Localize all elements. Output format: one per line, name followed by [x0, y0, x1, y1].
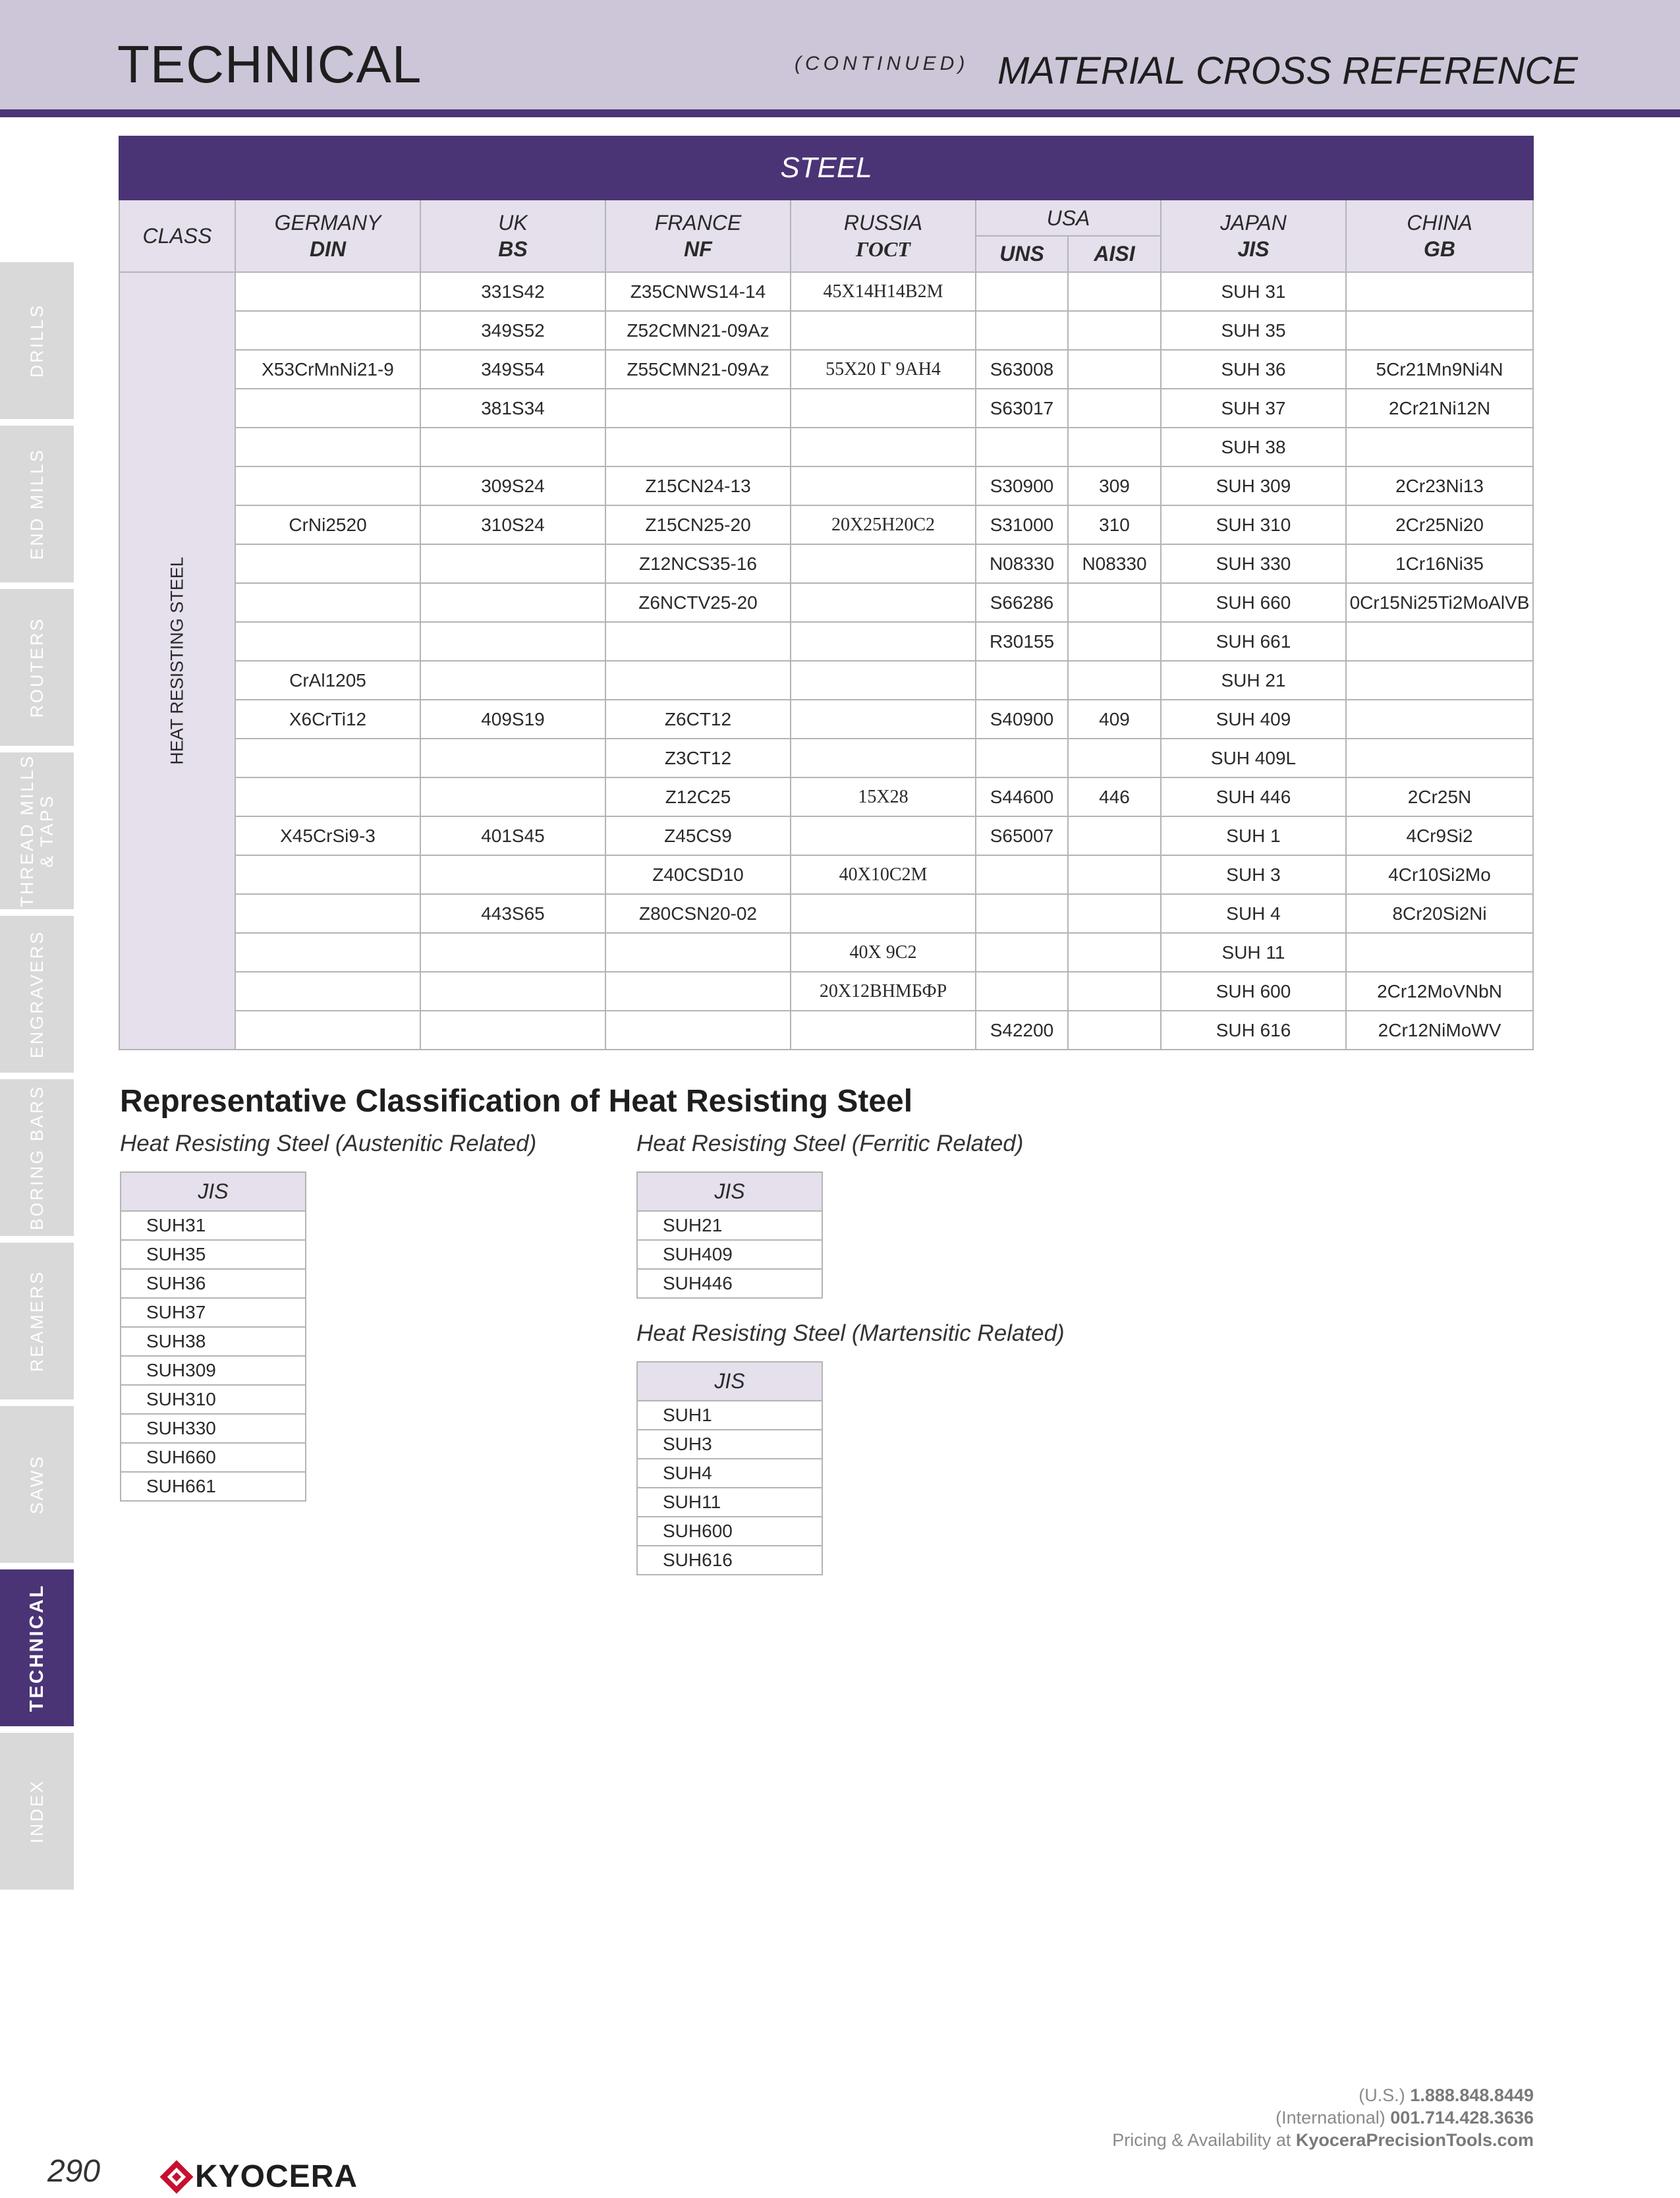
table-row [119, 505, 1533, 544]
kyocera-logo [162, 2159, 358, 2195]
germany-cell [235, 544, 420, 583]
continued-label: (CONTINUED) [795, 53, 969, 74]
china-cell: 1Cr16Ni35 [1346, 544, 1533, 583]
us-phone: 1.888.848.8449 [1410, 2085, 1534, 2105]
russia-header [791, 200, 976, 272]
table-title: STEEL [119, 136, 1533, 200]
list-item [121, 1269, 306, 1298]
japan-cell: SUH 1 [1161, 816, 1346, 855]
steel-table-body [119, 272, 1533, 1050]
russia-cell [791, 583, 976, 622]
japan-cell: SUH 38 [1161, 428, 1346, 466]
uk-cell: 381S34 [420, 389, 605, 428]
germany-cell: X45CrSi9-3 [235, 816, 420, 855]
japan-cell: SUH 36 [1161, 350, 1346, 389]
china-cell: 2Cr21Ni12N [1346, 389, 1533, 428]
uk-cell [420, 661, 605, 700]
country-name: JAPAN [1220, 211, 1287, 235]
tab-label: BORING BARS [27, 1085, 47, 1231]
russia-cell [791, 816, 976, 855]
table-row [119, 466, 1533, 505]
china-cell [1346, 700, 1533, 739]
tab-thread-mills-taps[interactable] [0, 752, 74, 909]
uns-cell: N08330 [976, 544, 1068, 583]
list-item [637, 1211, 822, 1240]
france-cell: Z15CN25-20 [605, 505, 791, 544]
uns-cell [976, 855, 1068, 894]
germany-cell [235, 311, 420, 350]
side-tabs [0, 262, 74, 1892]
japan-cell: SUH 310 [1161, 505, 1346, 544]
russia-cell: 40Х10С2М [791, 855, 976, 894]
tab-label-line1: THREAD MILLS [17, 754, 37, 908]
representative-title: Representative Classification of Heat Resisting Steel [120, 1084, 913, 1119]
france-cell: Z80CSN20-02 [605, 894, 791, 933]
china-cell: 2Cr12NiMoWV [1346, 1011, 1533, 1050]
germany-cell [235, 777, 420, 816]
page-subtitle: MATERIAL CROSS REFERENCE [997, 49, 1578, 92]
russia-cell [791, 389, 976, 428]
germany-cell [235, 466, 420, 505]
france-cell: Z6NCTV25-20 [605, 583, 791, 622]
aisi-cell [1068, 1011, 1161, 1050]
uns-cell [976, 311, 1068, 350]
russia-cell: 15Х28 [791, 777, 976, 816]
jis-grade: SUH661 [121, 1472, 306, 1501]
france-cell: Z45CS9 [605, 816, 791, 855]
tab-end-mills[interactable] [0, 426, 74, 582]
china-cell: 4Cr10Si2Mo [1346, 855, 1533, 894]
france-cell: Z55CMN21-09Az [605, 350, 791, 389]
table-row [119, 777, 1533, 816]
table-row [119, 583, 1533, 622]
france-cell [605, 933, 791, 972]
japan-cell: SUH 446 [1161, 777, 1346, 816]
japan-header [1161, 200, 1346, 272]
japan-cell: SUH 37 [1161, 389, 1346, 428]
france-cell: Z40CSD10 [605, 855, 791, 894]
tab-engravers[interactable] [0, 916, 74, 1073]
uk-cell [420, 622, 605, 661]
uk-header [420, 200, 605, 272]
class-label: HEAT RESISTING STEEL [167, 557, 187, 765]
japan-cell: SUH 660 [1161, 583, 1346, 622]
germany-cell: X6CrTi12 [235, 700, 420, 739]
germany-cell [235, 739, 420, 777]
aisi-cell [1068, 972, 1161, 1011]
jis-header: JIS [637, 1172, 822, 1211]
tab-label: ENGRAVERS [27, 930, 47, 1059]
table-row [119, 428, 1533, 466]
list-item [637, 1430, 822, 1459]
uns-cell [976, 894, 1068, 933]
uk-cell [420, 855, 605, 894]
tab-technical[interactable] [0, 1569, 74, 1726]
intl-prefix: (International) [1275, 2108, 1386, 2128]
country-name: FRANCE [654, 211, 742, 235]
jis-grade: SUH38 [121, 1327, 306, 1356]
russia-cell: 55Х20 Г 9АН4 [791, 350, 976, 389]
uns-cell [976, 972, 1068, 1011]
intl-phone-line [941, 2106, 1534, 2129]
france-cell: Z15CN24-13 [605, 466, 791, 505]
standard-name: BS [498, 237, 528, 261]
uk-cell [420, 777, 605, 816]
germany-cell [235, 272, 420, 311]
jis-grade: SUH310 [121, 1385, 306, 1414]
uk-cell [420, 739, 605, 777]
pricing-line [941, 2129, 1534, 2151]
list-item [637, 1546, 822, 1575]
france-cell: Z35CNWS14-14 [605, 272, 791, 311]
germany-cell [235, 972, 420, 1011]
tab-label: INDEX [27, 1779, 47, 1844]
russia-cell: 40Х 9С2 [791, 933, 976, 972]
aisi-cell [1068, 583, 1161, 622]
china-cell: 0Cr15Ni25Ti2MoAlVB [1346, 583, 1533, 622]
uns-cell: S63008 [976, 350, 1068, 389]
table-row [119, 700, 1533, 739]
japan-cell: SUH 3 [1161, 855, 1346, 894]
martensitic-jis-table [636, 1361, 823, 1575]
table-row [119, 894, 1533, 933]
france-cell [605, 1011, 791, 1050]
uns-cell [976, 272, 1068, 311]
japan-cell: SUH 409 [1161, 700, 1346, 739]
jis-grade: SUH660 [121, 1443, 306, 1472]
jis-grade: SUH31 [121, 1211, 306, 1240]
aisi-cell [1068, 855, 1161, 894]
aisi-cell [1068, 272, 1161, 311]
japan-cell: SUH 600 [1161, 972, 1346, 1011]
list-item [637, 1459, 822, 1488]
germany-cell: CrAl1205 [235, 661, 420, 700]
germany-cell [235, 1011, 420, 1050]
jis-grade: SUH600 [637, 1517, 822, 1546]
usa-header: USA [976, 200, 1161, 236]
aisi-cell [1068, 428, 1161, 466]
us-prefix: (U.S.) [1358, 2085, 1405, 2105]
china-cell [1346, 933, 1533, 972]
jis-grade: SUH11 [637, 1488, 822, 1517]
jis-grade: SUH446 [637, 1269, 822, 1298]
germany-cell [235, 622, 420, 661]
uns-cell: S44600 [976, 777, 1068, 816]
china-cell [1346, 622, 1533, 661]
table-row [119, 816, 1533, 855]
table-row [119, 739, 1533, 777]
tab-index[interactable] [0, 1733, 74, 1890]
table-row [119, 855, 1533, 894]
russia-cell [791, 739, 976, 777]
uk-cell: 349S54 [420, 350, 605, 389]
class-header: CLASS [119, 200, 235, 272]
germany-cell: X53CrMnNi21-9 [235, 350, 420, 389]
france-cell [605, 972, 791, 1011]
tab-label: END MILLS [27, 448, 47, 560]
uns-cell: S66286 [976, 583, 1068, 622]
china-cell: 2Cr12MoVNbN [1346, 972, 1533, 1011]
russia-cell [791, 622, 976, 661]
uk-cell: 331S42 [420, 272, 605, 311]
page-header [0, 0, 1680, 109]
france-cell [605, 428, 791, 466]
germany-header [235, 200, 420, 272]
standard-name: NF [684, 237, 712, 261]
tab-saws[interactable] [0, 1406, 74, 1563]
table-row [119, 622, 1533, 661]
russia-cell [791, 700, 976, 739]
uns-cell [976, 933, 1068, 972]
china-cell: 8Cr20Si2Ni [1346, 894, 1533, 933]
jis-grade: SUH21 [637, 1211, 822, 1240]
table-row [119, 311, 1533, 350]
pricing-prefix: Pricing & Availability at [1112, 2130, 1291, 2150]
russia-cell [791, 894, 976, 933]
germany-cell [235, 894, 420, 933]
jis-grade: SUH36 [121, 1269, 306, 1298]
france-cell [605, 622, 791, 661]
standard-name: JIS [1237, 237, 1270, 261]
tab-label: DRILLS [27, 303, 47, 378]
austenitic-jis-table [120, 1171, 306, 1502]
russia-cell: 20Х12ВНМБФР [791, 972, 976, 1011]
aisi-cell [1068, 739, 1161, 777]
china-cell [1346, 428, 1533, 466]
steel-cross-reference-table [119, 136, 1534, 1050]
us-phone-line [941, 2084, 1534, 2106]
uk-cell [420, 544, 605, 583]
jis-grade: SUH409 [637, 1240, 822, 1269]
list-item [121, 1298, 306, 1327]
uk-cell [420, 1011, 605, 1050]
france-cell: Z3CT12 [605, 739, 791, 777]
list-item [121, 1327, 306, 1356]
uns-header: UNS [976, 236, 1068, 272]
france-cell: Z12C25 [605, 777, 791, 816]
kyocera-logo-icon [162, 2159, 191, 2195]
table-row [119, 544, 1533, 583]
aisi-cell: N08330 [1068, 544, 1161, 583]
standard-name: DIN [309, 237, 347, 261]
header-rule [0, 109, 1680, 117]
list-item [637, 1517, 822, 1546]
germany-cell [235, 583, 420, 622]
website-link[interactable]: KyoceraPrecisionTools.com [1295, 2130, 1534, 2150]
jis-header: JIS [121, 1172, 306, 1211]
jis-grade: SUH35 [121, 1240, 306, 1269]
china-cell: 5Cr21Mn9Ni4N [1346, 350, 1533, 389]
ferritic-title: Heat Resisting Steel (Ferritic Related) [636, 1131, 1024, 1156]
jis-grade: SUH1 [637, 1401, 822, 1430]
russia-cell [791, 311, 976, 350]
germany-cell [235, 933, 420, 972]
tab-label: SAWS [27, 1454, 47, 1515]
table-row [119, 389, 1533, 428]
table-row [119, 661, 1533, 700]
ferritic-jis-table [636, 1171, 823, 1299]
germany-cell [235, 389, 420, 428]
uk-cell: 309S24 [420, 466, 605, 505]
list-item [121, 1414, 306, 1443]
tab-label: REAMERS [27, 1270, 47, 1372]
list-item [637, 1240, 822, 1269]
china-cell [1346, 661, 1533, 700]
uns-cell: S65007 [976, 816, 1068, 855]
aisi-cell [1068, 661, 1161, 700]
table-row [119, 272, 1533, 311]
japan-cell: SUH 661 [1161, 622, 1346, 661]
standard-name: ГОСТ [856, 237, 910, 261]
japan-cell: SUH 309 [1161, 466, 1346, 505]
uk-cell: 401S45 [420, 816, 605, 855]
class-cell [119, 272, 235, 1050]
country-name: GERMANY [274, 211, 381, 235]
uk-cell [420, 428, 605, 466]
uk-cell: 443S65 [420, 894, 605, 933]
country-name: CHINA [1407, 211, 1472, 235]
japan-cell: SUH 11 [1161, 933, 1346, 972]
japan-cell: SUH 409L [1161, 739, 1346, 777]
japan-cell: SUH 31 [1161, 272, 1346, 311]
russia-cell [791, 466, 976, 505]
china-cell [1346, 739, 1533, 777]
aisi-cell [1068, 816, 1161, 855]
china-cell: 2Cr25N [1346, 777, 1533, 816]
martensitic-title: Heat Resisting Steel (Martensitic Related) [636, 1320, 1065, 1346]
uk-cell: 349S52 [420, 311, 605, 350]
tab-reamers[interactable] [0, 1243, 74, 1399]
aisi-cell: 310 [1068, 505, 1161, 544]
uns-cell [976, 739, 1068, 777]
list-item [637, 1269, 822, 1298]
germany-cell [235, 428, 420, 466]
table-row [119, 972, 1533, 1011]
france-cell [605, 661, 791, 700]
jis-grade: SUH37 [121, 1298, 306, 1327]
france-cell: Z52CMN21-09Az [605, 311, 791, 350]
list-item [121, 1356, 306, 1385]
jis-grade: SUH616 [637, 1546, 822, 1575]
uns-cell: S40900 [976, 700, 1068, 739]
uk-cell [420, 583, 605, 622]
uns-cell [976, 428, 1068, 466]
aisi-cell [1068, 311, 1161, 350]
tab-label-line2: & TAPS [37, 794, 57, 868]
china-cell [1346, 272, 1533, 311]
russia-cell [791, 428, 976, 466]
standard-name: GB [1424, 237, 1456, 261]
tab-label: ROUTERS [27, 617, 47, 718]
jis-grade: SUH3 [637, 1430, 822, 1459]
france-cell: Z6CT12 [605, 700, 791, 739]
russia-cell [791, 661, 976, 700]
table-row [119, 933, 1533, 972]
aisi-cell [1068, 622, 1161, 661]
germany-cell [235, 855, 420, 894]
list-item [637, 1401, 822, 1430]
tab-label: TECHNICAL [26, 1583, 47, 1712]
page-title: TECHNICAL [117, 35, 422, 94]
russia-cell [791, 1011, 976, 1050]
list-item [121, 1385, 306, 1414]
china-cell: 2Cr23Ni13 [1346, 466, 1533, 505]
intl-phone: 001.714.428.3636 [1390, 2108, 1534, 2128]
uns-cell: R30155 [976, 622, 1068, 661]
austenitic-title: Heat Resisting Steel (Austenitic Related) [120, 1131, 537, 1156]
jis-header: JIS [637, 1362, 822, 1401]
jis-grade: SUH330 [121, 1414, 306, 1443]
uns-cell: S42200 [976, 1011, 1068, 1050]
france-cell: Z12NCS35-16 [605, 544, 791, 583]
aisi-cell: 309 [1068, 466, 1161, 505]
list-item [121, 1472, 306, 1501]
tab-routers[interactable] [0, 589, 74, 746]
table-row [119, 1011, 1533, 1050]
russia-cell: 20Х25Н20С2 [791, 505, 976, 544]
uk-cell: 310S24 [420, 505, 605, 544]
uns-cell [976, 661, 1068, 700]
japan-cell: SUH 330 [1161, 544, 1346, 583]
china-cell [1346, 311, 1533, 350]
china-cell: 2Cr25Ni20 [1346, 505, 1533, 544]
france-cell [605, 389, 791, 428]
aisi-cell: 446 [1068, 777, 1161, 816]
russia-cell: 45Х14Н14В2М [791, 272, 976, 311]
jis-grade: SUH309 [121, 1356, 306, 1385]
uk-cell [420, 933, 605, 972]
china-cell: 4Cr9Si2 [1346, 816, 1533, 855]
japan-cell: SUH 21 [1161, 661, 1346, 700]
aisi-header: AISI [1068, 236, 1161, 272]
jis-grade: SUH4 [637, 1459, 822, 1488]
uns-cell: S31000 [976, 505, 1068, 544]
uk-cell: 409S19 [420, 700, 605, 739]
china-header [1346, 200, 1533, 272]
list-item [121, 1240, 306, 1269]
germany-cell: CrNi2520 [235, 505, 420, 544]
japan-cell: SUH 4 [1161, 894, 1346, 933]
country-name: UK [498, 211, 528, 235]
uns-cell: S63017 [976, 389, 1068, 428]
brand-name: KYOCERA [195, 2159, 358, 2194]
russia-cell [791, 544, 976, 583]
aisi-cell: 409 [1068, 700, 1161, 739]
list-item [121, 1211, 306, 1240]
uk-cell [420, 972, 605, 1011]
aisi-cell [1068, 894, 1161, 933]
tab-label [17, 754, 57, 908]
japan-cell: SUH 35 [1161, 311, 1346, 350]
list-item [637, 1488, 822, 1517]
uns-cell: S30900 [976, 466, 1068, 505]
france-header [605, 200, 791, 272]
aisi-cell [1068, 389, 1161, 428]
tab-drills[interactable] [0, 262, 74, 419]
japan-cell: SUH 616 [1161, 1011, 1346, 1050]
table-row [119, 350, 1533, 389]
aisi-cell [1068, 933, 1161, 972]
tab-boring-bars[interactable] [0, 1079, 74, 1236]
country-name: RUSSIA [843, 211, 923, 235]
list-item [121, 1443, 306, 1472]
page-number: 290 [47, 2154, 101, 2189]
aisi-cell [1068, 350, 1161, 389]
